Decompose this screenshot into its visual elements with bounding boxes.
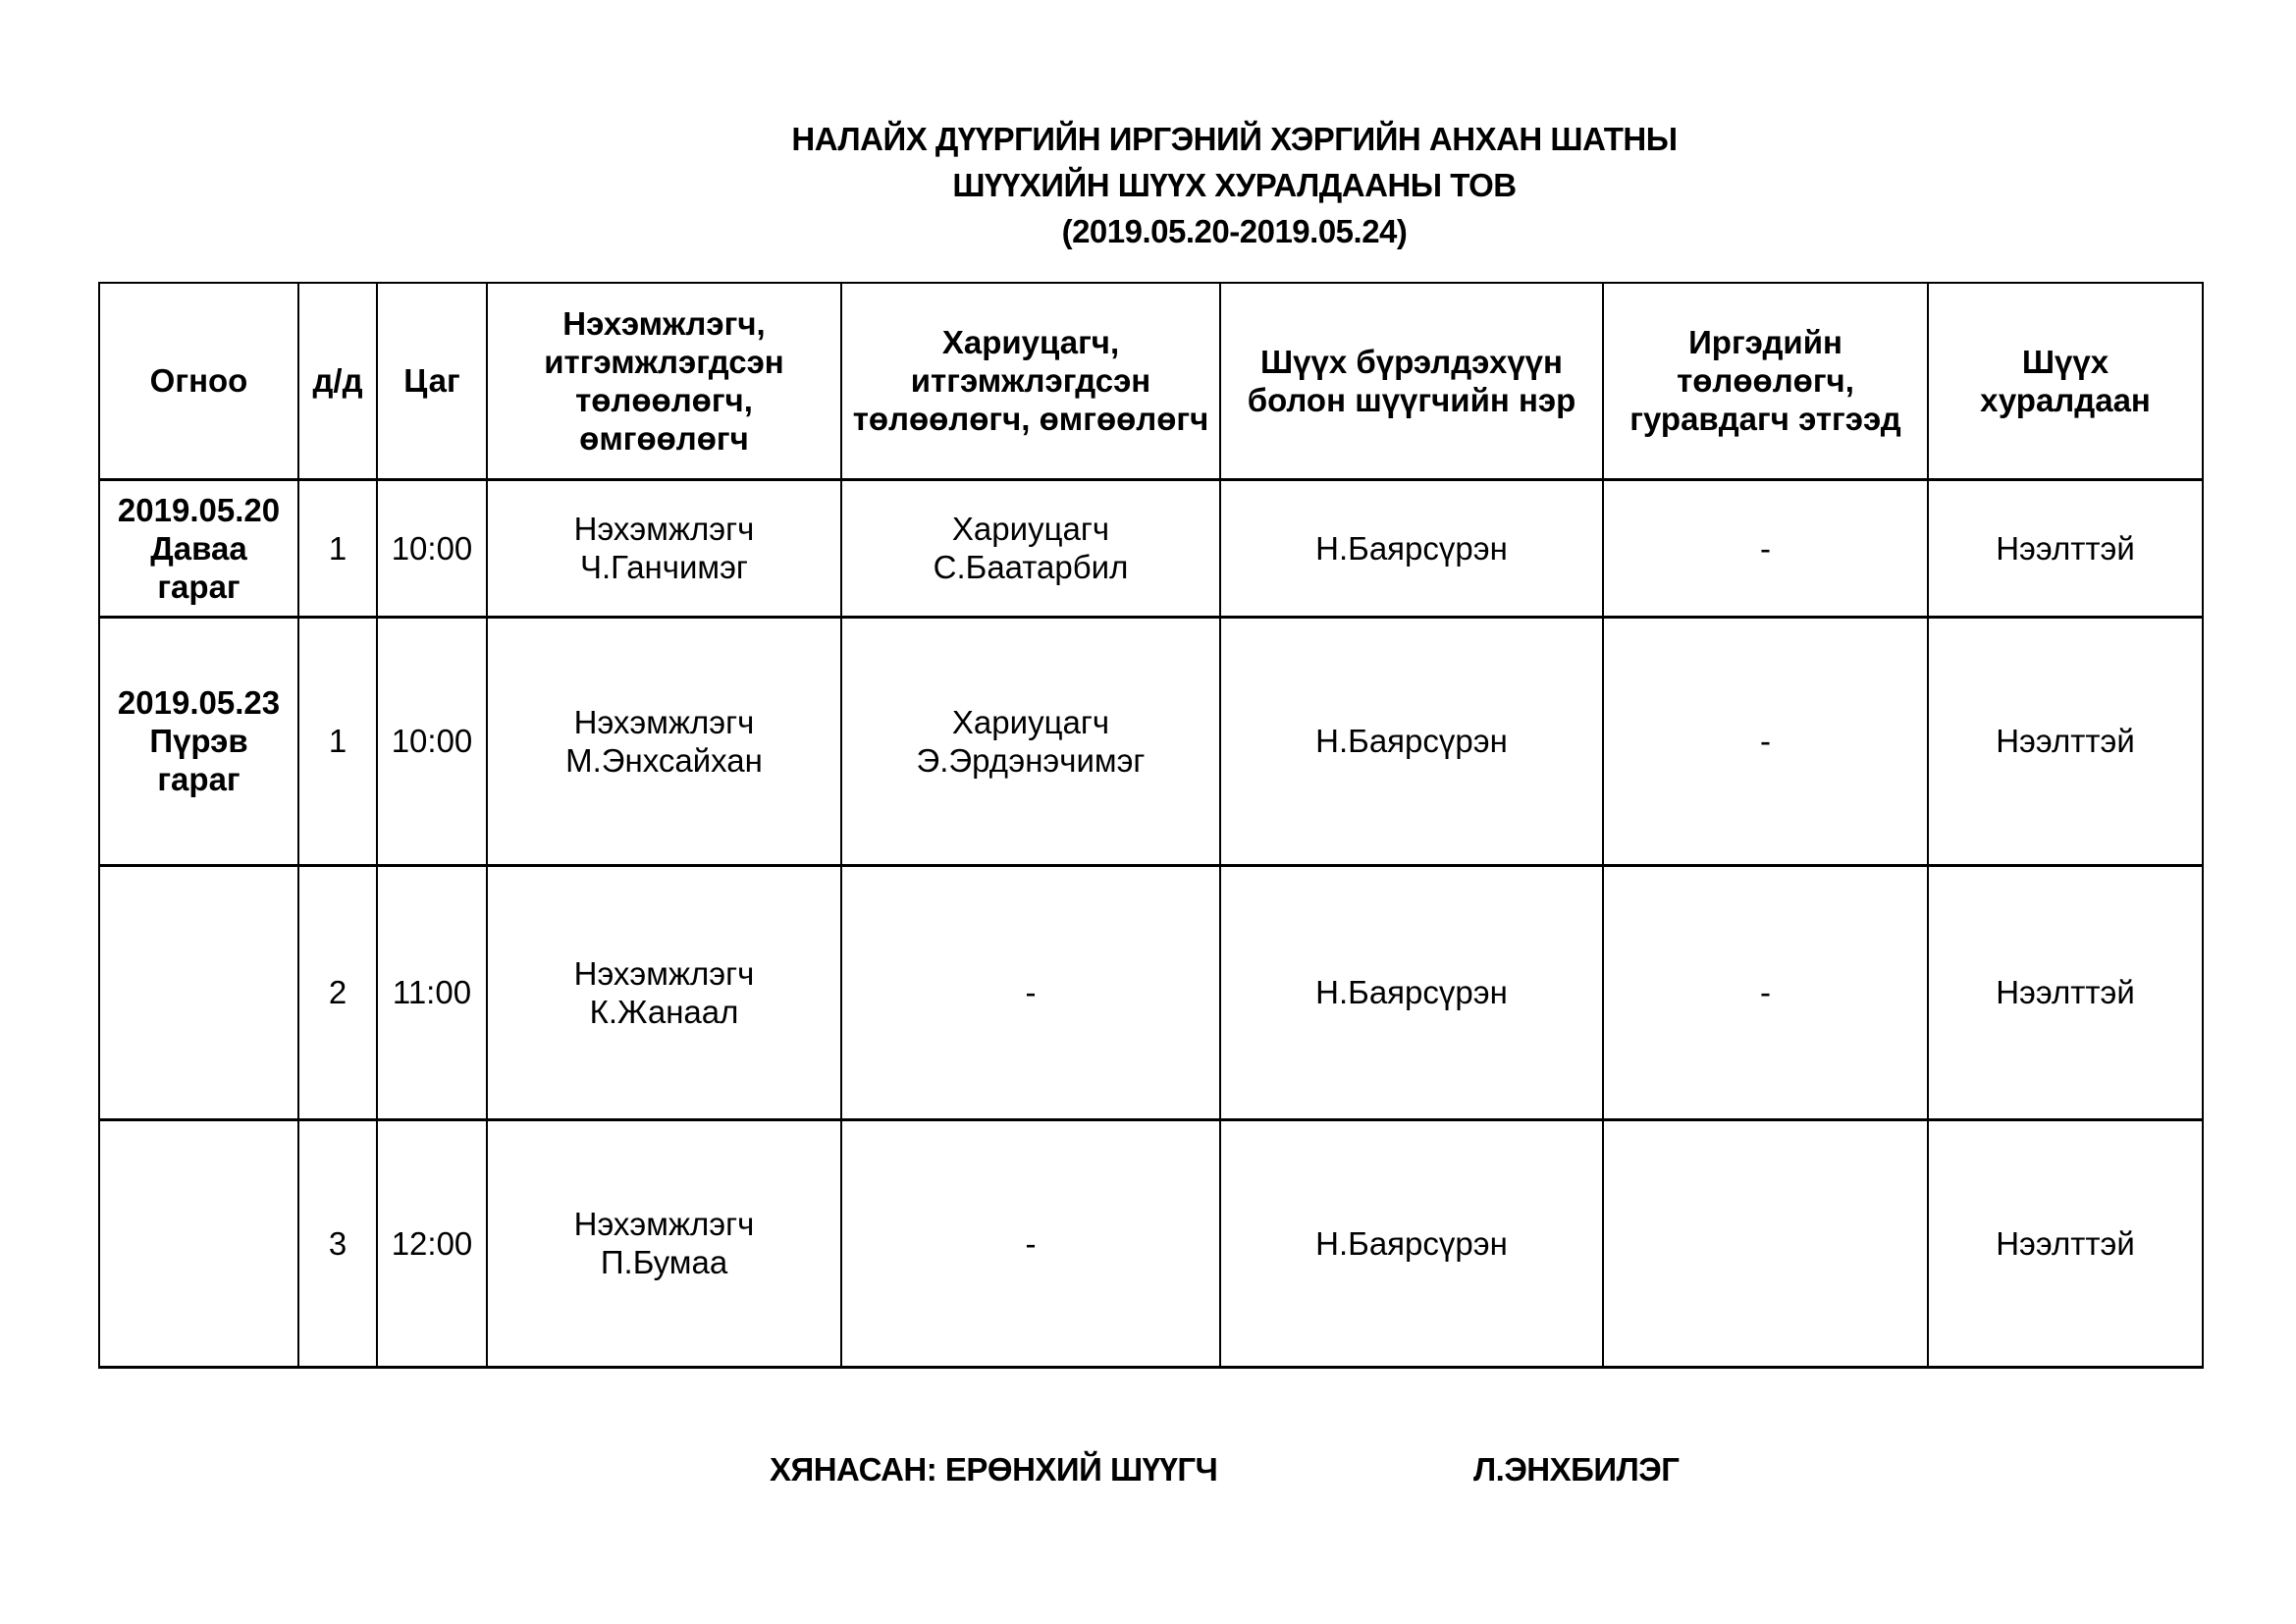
cell-status: Нээлттэй (1928, 1119, 2203, 1367)
table-row (99, 865, 2203, 1119)
table-header-row (99, 283, 2203, 479)
cell-time: 12:00 (377, 1119, 487, 1367)
document-title (86, 116, 2296, 254)
cell-representative: - (1603, 617, 1928, 865)
cell-time: 10:00 (377, 479, 487, 617)
document-title-line1: НАЛАЙХ ДҮҮРГИЙН ИРГЭНИЙ ХЭРГИЙН АНХАН ШАТНЫ (791, 121, 1678, 157)
plaintiff-name: Ч.Ганчимэг (580, 549, 748, 585)
defendant-role: Хариуцагч (951, 703, 1110, 740)
col-header-judge: Шүүх бүрэлдэхүүн болон шүүгчийн нэр (1220, 283, 1603, 479)
document-title-line3: (2019.05.20-2019.05.24) (1061, 213, 1408, 249)
cell-status: Нээлттэй (1928, 479, 2203, 617)
col-header-time: Цаг (377, 283, 487, 479)
reviewer-name: Л.ЭНХБИЛЭГ (1473, 1451, 1680, 1488)
cell-time: 10:00 (377, 617, 487, 865)
cell-defendant (841, 865, 1220, 1119)
cell-date (99, 479, 298, 617)
table-row (99, 479, 2203, 617)
defendant-name: Э.Эрдэнэчимэг (916, 741, 1146, 779)
date-value: 2019.05.20 (117, 491, 281, 528)
cell-representative (1603, 1119, 1928, 1367)
col-header-number: д/д (298, 283, 377, 479)
signoff-line (0, 1450, 2296, 1489)
defendant-role: Хариуцагч (951, 511, 1110, 547)
cell-judge: Н.Баярсүрэн (1220, 1119, 1603, 1367)
cell-representative: - (1603, 479, 1928, 617)
cell-judge: Н.Баярсүрэн (1220, 865, 1603, 1119)
hearing-schedule-table (98, 282, 2204, 1369)
reviewed-by-label: ХЯНАСАН: ЕРӨНХИЙ ШҮҮГЧ (770, 1451, 1218, 1488)
cell-plaintiff (487, 617, 841, 865)
cell-date (99, 865, 298, 1119)
cell-defendant (841, 617, 1220, 865)
date-value: 2019.05.23 (117, 684, 281, 721)
table-row (99, 1119, 2203, 1367)
cell-date (99, 1119, 298, 1367)
cell-date (99, 617, 298, 865)
col-header-defendant: Хариуцагч, итгэмжлэгдсэн төлөөлөгч, өмгөөлөгч (841, 283, 1220, 479)
cell-judge: Н.Баярсүрэн (1220, 479, 1603, 617)
plaintiff-name: М.Энхсайхан (565, 741, 763, 779)
cell-number: 3 (298, 1119, 377, 1367)
cell-number: 1 (298, 617, 377, 865)
plaintiff-role: Нэхэмжлэгч (573, 954, 755, 992)
cell-plaintiff (487, 1119, 841, 1367)
defendant-role: - (1025, 1224, 1037, 1262)
cell-defendant (841, 479, 1220, 617)
cell-number: 2 (298, 865, 377, 1119)
cell-defendant (841, 1119, 1220, 1367)
col-header-date: Огноо (99, 283, 298, 479)
plaintiff-role: Нэхэмжлэгч (573, 703, 755, 740)
cell-plaintiff (487, 865, 841, 1119)
defendant-role: - (1025, 974, 1037, 1010)
cell-number: 1 (298, 479, 377, 617)
plaintiff-role: Нэхэмжлэгч (573, 1206, 755, 1242)
cell-status: Нээлттэй (1928, 865, 2203, 1119)
day-value: Даваа гараг (150, 529, 247, 605)
plaintiff-name: К.Жанаал (589, 993, 739, 1030)
col-header-representative: Иргэдийн төлөөлөгч, гуравдагч этгээд (1603, 283, 1928, 479)
cell-time: 11:00 (377, 865, 487, 1119)
defendant-name: С.Баатарбил (933, 549, 1129, 585)
plaintiff-name: П.Бумаа (600, 1244, 728, 1280)
table-row (99, 617, 2203, 865)
document-title-line2: ШҮҮХИЙН ШҮҮХ ХУРАЛДААНЫ ТОВ (952, 167, 1517, 203)
col-header-plaintiff: Нэхэмжлэгч, итгэмжлэгдсэн төлөөлөгч, өмгөөлөгч (487, 283, 841, 479)
cell-status: Нээлттэй (1928, 617, 2203, 865)
day-value: Пүрэв гараг (149, 723, 248, 797)
cell-representative: - (1603, 865, 1928, 1119)
plaintiff-role: Нэхэмжлэгч (573, 511, 755, 547)
cell-plaintiff (487, 479, 841, 617)
cell-judge: Н.Баярсүрэн (1220, 617, 1603, 865)
col-header-hearing: Шүүх хуралдаан (1928, 283, 2203, 479)
